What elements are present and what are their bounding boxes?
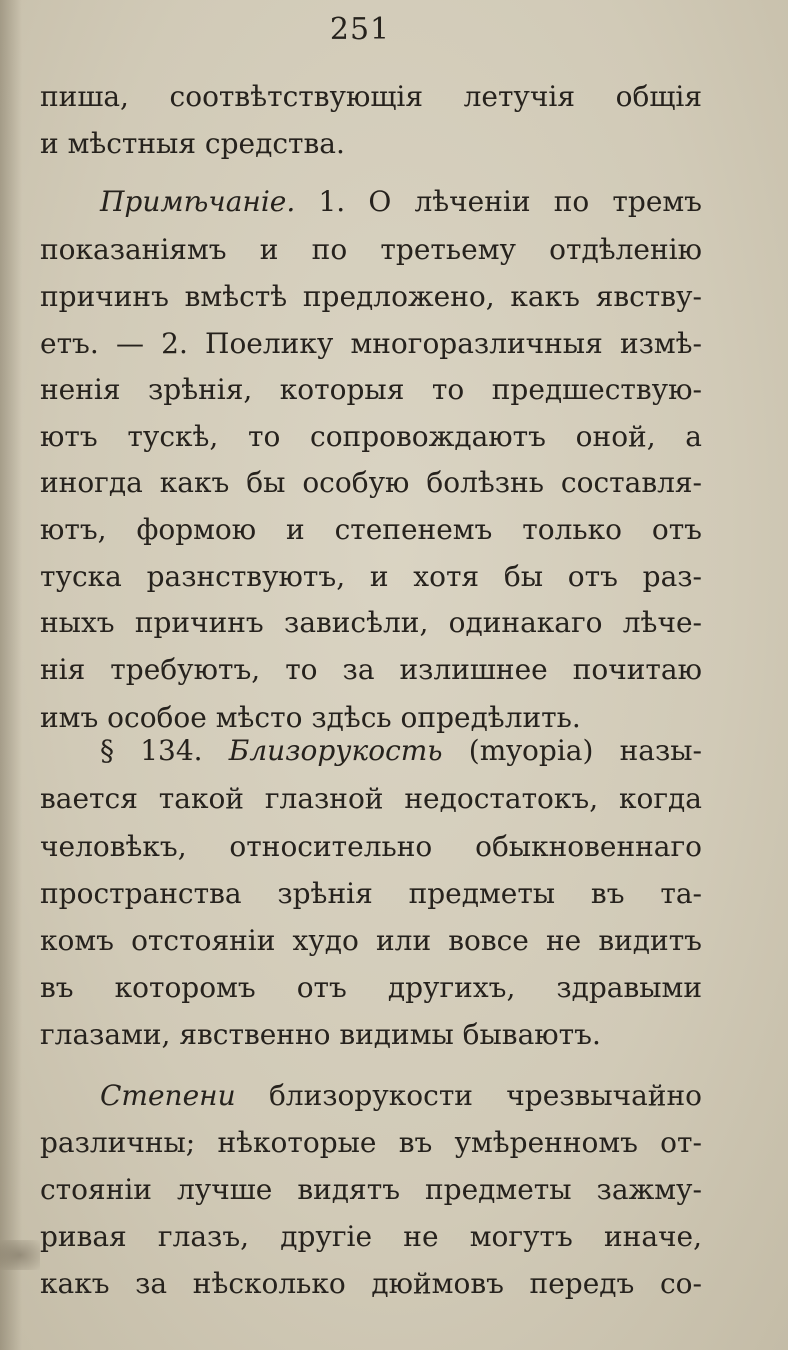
- text-line: [40, 230, 702, 270]
- line-segment: ненія зрѣнія, которыя то предшествую-: [40, 373, 702, 406]
- text-line: [40, 124, 702, 164]
- line-segment: § 134.: [100, 734, 229, 767]
- text-line: [40, 779, 702, 819]
- line-segment: етъ. — 2. Поелику многоразличныя измѣ-: [40, 327, 702, 360]
- text-line: [40, 603, 702, 643]
- text-line: [40, 968, 702, 1008]
- text-line: [40, 417, 702, 457]
- line-segment: туска разнствуютъ, и хотя бы отъ раз-: [40, 560, 702, 593]
- text-line: [40, 324, 702, 364]
- text-line: [40, 370, 702, 410]
- page-number: 251: [329, 12, 391, 47]
- italic-term: Близорукость: [228, 734, 443, 767]
- line-segment: нія требуютъ, то за излишнее почитаю: [40, 653, 702, 686]
- line-segment: и мѣстныя средства.: [40, 127, 345, 160]
- italic-term: Примѣчаніе.: [100, 185, 296, 218]
- line-segment: иногда какъ бы особую болѣзнь составля-: [40, 466, 702, 499]
- text-line: [40, 510, 702, 550]
- line-segment: стояніи лучше видятъ предметы зажму-: [40, 1173, 702, 1206]
- line-segment: 1. О лѣченіи по тремъ: [295, 185, 702, 218]
- line-segment: близорукости чрезвычайно: [235, 1079, 702, 1112]
- text-line: [40, 182, 702, 222]
- ink-smudge: [0, 1240, 40, 1270]
- text-line: [40, 557, 702, 597]
- italic-term: Степени: [100, 1079, 236, 1112]
- text-line: [40, 874, 702, 914]
- text-line: [40, 827, 702, 867]
- text-line: [40, 77, 702, 117]
- line-segment: пространства зрѣнія предметы въ та-: [40, 877, 702, 910]
- text-line: [40, 1170, 702, 1210]
- text-line: [40, 731, 702, 771]
- text-line: [40, 1123, 702, 1163]
- line-segment: пиша, соотвѣтствующія летучія общія: [40, 80, 702, 113]
- binding-shadow: [0, 0, 22, 1350]
- line-segment: ныхъ причинъ зависѣли, одинакаго лѣче-: [40, 606, 702, 639]
- line-segment: ривая глазъ, другіе не могутъ иначе,: [40, 1220, 702, 1253]
- line-segment: ютъ, формою и степенемъ только отъ: [40, 513, 702, 546]
- text-line: [40, 650, 702, 690]
- line-segment: различны; нѣкоторые въ умѣренномъ от-: [40, 1126, 702, 1159]
- line-segment: какъ за нѣсколько дюймовъ передъ со-: [40, 1267, 702, 1300]
- text-line: [40, 921, 702, 961]
- line-segment: (myopia) назы-: [442, 734, 702, 767]
- text-line: [40, 1076, 702, 1116]
- text-line: [40, 1015, 702, 1055]
- text-line: [40, 463, 702, 503]
- text-line: [40, 1264, 702, 1304]
- text-line: [40, 277, 702, 317]
- line-segment: показаніямъ и по третьему отдѣленію: [40, 233, 702, 266]
- line-segment: глазами, явственно видимы бываютъ.: [40, 1018, 601, 1051]
- line-segment: причинъ вмѣстѣ предложено, какъ явству-: [40, 280, 702, 313]
- line-segment: ютъ тускѣ, то сопровождаютъ оной, а: [40, 420, 702, 453]
- text-line: [40, 1217, 702, 1257]
- line-segment: комъ отстояніи худо или вовсе не видитъ: [40, 924, 702, 957]
- line-segment: имъ особое мѣсто здѣсь опредѣлить.: [40, 701, 581, 734]
- line-segment: вается такой глазной недостатокъ, когда: [40, 782, 702, 815]
- line-segment: человѣкъ, относительно обыкновеннаго: [40, 830, 702, 863]
- line-segment: въ которомъ отъ другихъ, здравыми: [40, 971, 702, 1004]
